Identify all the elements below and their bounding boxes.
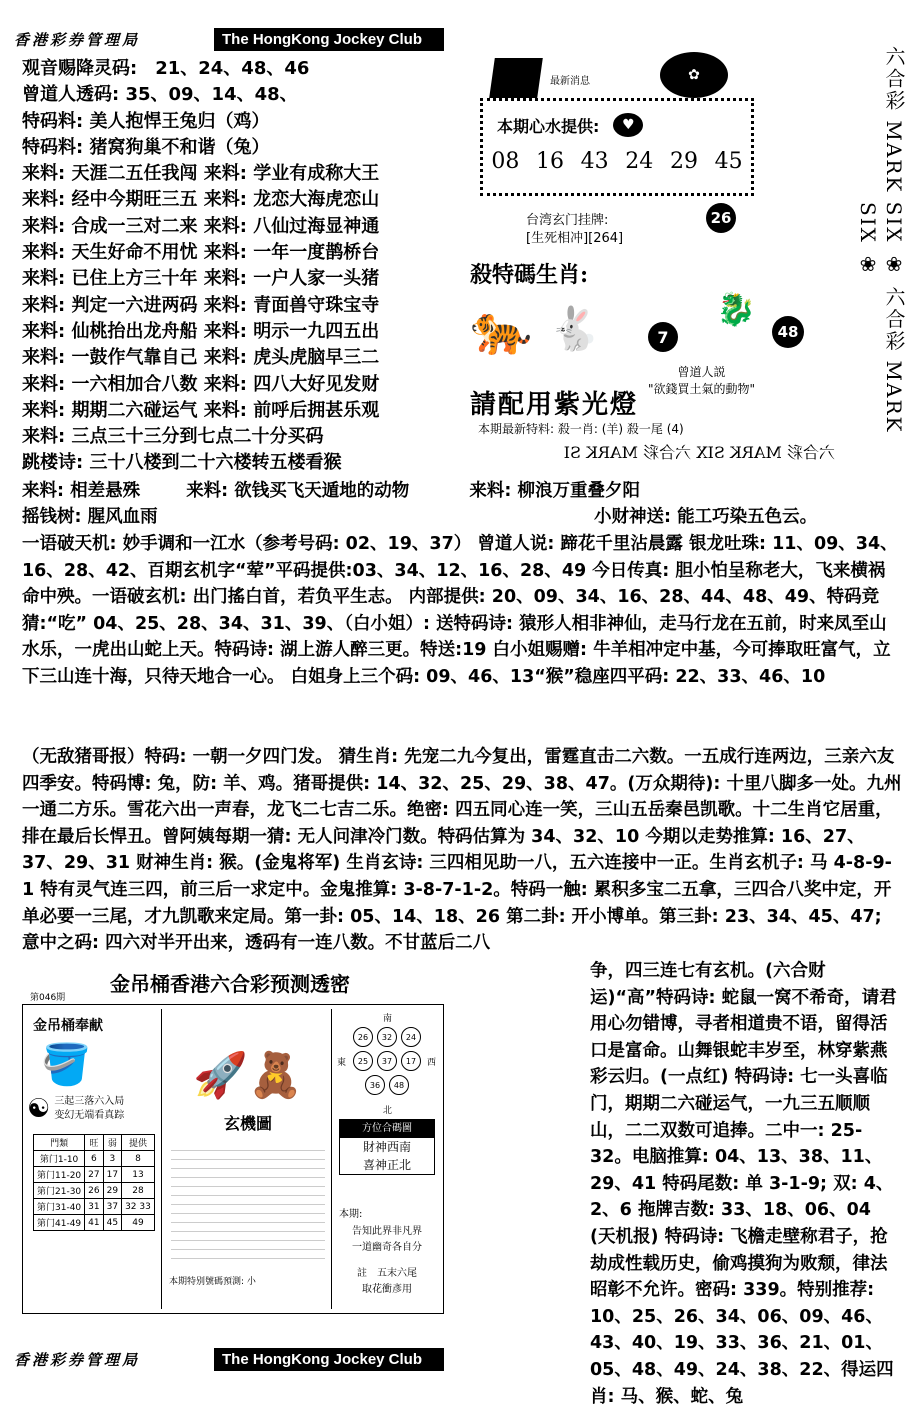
badge-48: 48 [772,316,804,348]
gate-table [33,1134,155,1231]
compass-n: 南 [383,1014,393,1024]
compass-number: 37 [377,1051,397,1071]
taiwan-line1: 台湾玄门挂牌: [526,213,609,228]
badge-7: 7 [648,322,678,352]
tip-number: 29 [669,149,698,174]
table-cell: 第门41-49 [34,1215,85,1231]
tip-number: 24 [625,149,654,174]
badge-26: 26 [706,203,736,233]
left-line: 来料: 天生好命不用忧 来料: 一年一度鹊桥台 [22,242,380,264]
compass-s: 北 [383,1106,393,1116]
poem-1: 告知此界非凡界 [352,1226,422,1237]
compass-e: 東 [337,1058,347,1068]
table-cell: 第门31-40 [34,1199,85,1215]
table-cell: 45 [103,1215,121,1231]
paragraph-1: 一语破天机: 妙手调和一江水（参考号码: 02、19、37） 曾道人说: 蹄花千里沾晨露 银龙吐珠: 11、09、34、16、28、42、百期玄机字“荤”平码提供:03、34、12、16、28、49 今日传真: 胆小怕呈称老大，飞来横祸命中殃。一语破玄机: 出门搖白首，若负平生志。 内部提供: 20、09、34、16、28、44、48、49、特码竞猜:“吃” 04、25、28、34、31、39、（白小姐）: 送特码诗: 猿形人相非神仙，走马行龙在五前，时来凤至山水乐，一虎出山蛇上天。特码诗: 湖上游人醉三更。特送:19 白小姐赐赠: 牛羊相冲定中基，今可捧取旺富气，立下三山连十海，只待天地合一心。 白姐身上三个码: 09、46、13“猴”稳座四平码: 22、33、46、10 [22,534,898,687]
row18-b: 小财神送: 能工巧染五色云。 [594,507,818,527]
table-row [34,1215,155,1231]
lucky-box [339,1119,435,1175]
table-head-cell: 旺 [85,1135,103,1151]
mark-six-logo-icon: ✿ [660,52,728,98]
special-line: 本期最新特料: 殺一肖: (羊) 殺一尾 (4) [478,422,684,436]
row17-a: 来料: 相差悬殊 [22,481,141,501]
poem-2: 一道幽奇各自分 [352,1242,422,1253]
row17-b: 来料: 欲钱买飞天遁地的动物 [186,481,410,501]
header-title-en: The HongKong Jockey Club [214,28,444,51]
compass-number: 36 [365,1075,385,1095]
prediction-panel [22,1004,444,1314]
table-cell: 27 [85,1167,103,1183]
note-2: 取花衝彥用 [362,1284,412,1295]
panel-sub: 金吊桶奉献 [33,1018,103,1034]
footer-bar [14,1346,444,1372]
panel-left [27,1009,162,1309]
code-grid [171,1142,325,1266]
bucket-icon: 🪣 [41,1042,91,1088]
left-lines [22,56,462,477]
left-line: 来料: 仙桃抬出龙舟船 来料: 明示一九四五出 [22,320,380,342]
taiwan-block [526,212,623,248]
left-line: 来料: 一鼓作气靠自己 来料: 虎头虎脑早三二 [22,347,380,369]
tip-number: 45 [714,149,743,174]
panel-middle [165,1009,332,1309]
table-head-cell: 提供 [122,1135,155,1151]
tip-number: 08 [491,149,520,174]
table-cell: 29 [103,1183,121,1199]
lamp-title: 請配用紫光燈 [470,390,639,420]
left-line: 来料: 三点三十三分到七点二十分买码 [22,426,324,448]
rabbit-icon: 🐇 [548,304,601,353]
compass-number: 26 [353,1027,373,1047]
table-cell: 第门11-20 [34,1167,85,1183]
header-title-cn: 香港彩券管理局 [14,30,141,49]
table-cell: 26 [85,1183,103,1199]
heart-icon: ♥ [613,113,643,137]
gate-table-head [34,1135,155,1151]
side-banner: 六合彩 MARK SIX ❀ 六合彩 MARK SIX ❀ [856,46,906,434]
row17-c: 来料: 柳浪万重叠夕阳 [469,481,640,501]
predict-line: 本期特别號碼預測: 小 [169,1277,256,1287]
tip-number: 16 [535,149,564,174]
kill-title: 殺特碼生肖: [470,262,589,288]
logo-icon [489,58,543,98]
panel-right [335,1009,439,1309]
paragraph-2: （无敌猪哥报）特码: 一朝一夕四门发。 猜生肖: 先宠二九今复出，雷霆直击二六数。一五成行连两边，三亲六友四季安。特码博: 兔，防: 羊、鸡。猪哥提供: 14、32、25、29、38、47。(万众期待): 十里八脚多一处。九州一通二方乐。雪花六出一声春，龙飞二七吉二乐。绝密: 四五同心连一笑，三山五岳秦邑凯歌。十二生肖它居重，排在最后长悍丑。曾阿姨每期一猜: 无人问津冷门数。特码估算为 34、32、10 今期以走势推算: 16、27、37、29、31 财神生肖: 猴。(金鬼将军) 生肖玄诗: 三四相见助一八，五六连接中一正。生肖玄机子: 马 4-8-9-1 特有灵气连三四，前三后一求定中。金鬼推算: 3-8-7-1-2。特码一触: 累积多宝二五拿，三四合八奖中定，开单必要一三尾，才九凯歌来定局。第一卦: 05、14、18、26 第二卦: 开小博单。第三卦: 23、34、45、47; 意中之码: 四六对半开出来，透码有一连八数。不甘蓝后二八 [22,747,902,954]
table-row [34,1183,155,1199]
table-cell: 31 [85,1199,103,1215]
left-line: 曾道人透码: 35、09、14、48、 [22,84,298,106]
left-line: 来料: 天涯二五任我闯 来料: 学业有成称大王 [22,163,380,185]
left-line: 来料: 经中今期旺三五 来料: 龙恋大海虎恋山 [22,189,380,211]
mirror-text: 六合彩 MARK SIX 六合彩 MARK SI [563,443,835,462]
left-line: 来料: 已住上方三十年 来料: 一户人家一头猪 [22,268,380,290]
compass-number: 32 [377,1027,397,1047]
table-cell: 17 [103,1167,121,1183]
zeng-line1: 曾道人説 [677,365,726,379]
lucky-title: 方位合碼圖 [340,1120,434,1138]
rocket-icon: 🚀🧸 [193,1050,303,1101]
row-17 [22,478,902,505]
yinyang-icon: ☯ [27,1094,51,1124]
table-cell: 6 [85,1151,103,1167]
table-row [34,1151,155,1167]
zeng-block [648,364,755,398]
paragraph-3: 争，四三连七有玄机。(六合财运)“高”特码诗: 蛇鼠一窝不希奇，请君用心勿错博，寻者相道贵不语，留得活口是富命。山舞银蛇丰岁至，林穿紫燕彩云归。(一点红) 特码诗: 七一头喜临门，期期二六碰运气，一九三五顺顺山，二二双数可追捧。二中一: 25-32。电脑推算: 04、13、38、11、29、41 特码尾数: 单 3-1-9; 双: 4、2、6 拖牌吉数: 33、18、06、04 (天机报) 特码诗: 飞檐走壁称君子，抢劫成性载历史，偷鸡摸狗为败颓，律法昭彰不允许。密码: 339。特别推荐: 10、25、26、34、06、09、46、43、40、19、33、36、21、01、05、48、49、24、38、22、得运四肖: 马、猴、蛇、兔 [590,961,897,1407]
motto-1: 三起三落六入局 [54,1096,125,1107]
left-line: 特码料: 猪窝狗巢不和谐（兔） [22,136,270,158]
table-cell: 32 33 [122,1199,155,1215]
left-line: 来料: 一六相加合八数 来料: 四八大好见发财 [22,373,380,395]
motto-2: 变幻无端看真踪 [54,1110,125,1121]
row-18 [22,504,902,531]
left-line: 跳楼诗: 三十八楼到二十六楼转五楼看猴 [22,452,342,474]
tips-title: 本期心水提供: [497,116,600,136]
note: 註 五末六尾 [357,1268,417,1279]
left-line: 来料: 判定一六进两码 来料: 青面兽守珠宝寺 [22,294,380,316]
poem-block [335,1224,439,1298]
taiwan-line2: [生死相冲][264] [526,231,624,246]
xuanji-title: 玄機圖 [223,1114,272,1133]
period-label: 本期: [339,1209,363,1220]
panel-title: 金吊桶香港六合彩预测透密 [110,972,350,996]
table-cell: 第门21-30 [34,1183,85,1199]
lucky-1: 財神西南 [362,1140,411,1154]
table-cell: 37 [103,1199,121,1215]
table-cell: 41 [85,1215,103,1231]
left-line: 来料: 合成一三对二来 来料: 八仙过海显神通 [22,215,380,237]
compass-number: 25 [353,1051,373,1071]
tips-numbers [483,149,751,174]
compass-number: 17 [401,1051,421,1071]
compass-number: 24 [401,1027,421,1047]
zeng-line2: "欲錢買土氣的動物" [648,382,756,396]
table-cell: 49 [122,1215,155,1231]
tiger-icon: 🐅 [470,300,533,358]
table-head-cell: 弱 [103,1135,121,1151]
table-cell: 第门1-10 [34,1151,85,1167]
tips-box [480,98,754,196]
compass-w: 西 [427,1058,437,1068]
news-label: 最新消息 [550,76,590,87]
left-line: 特码料: 美人抱悍王兔归（鸡） [22,110,270,132]
table-row [34,1199,155,1215]
table-head-cell: 門類 [34,1135,85,1151]
dragon-icon: 🐉 [716,290,756,328]
table-row [34,1167,155,1183]
table-cell: 3 [103,1151,121,1167]
compass [335,1009,439,1115]
header-bar [14,26,444,52]
footer-title-en: The HongKong Jockey Club [214,1348,444,1371]
left-line: 观音赐降灵码: 21、24、48、46 [22,58,310,79]
table-cell: 13 [122,1167,155,1183]
table-cell: 8 [122,1151,155,1167]
lucky-2: 喜神正北 [362,1158,411,1172]
compass-number: 48 [389,1075,409,1095]
tip-number: 43 [580,149,609,174]
issue-label: 第046期 [30,993,66,1003]
table-cell: 28 [122,1183,155,1199]
footer-title-cn: 香港彩券管理局 [14,1350,141,1369]
left-line: 来料: 期期二六碰运气 来料: 前呼后拥甚乐观 [22,399,380,421]
row18-a: 摇钱树: 腥风血雨 [22,507,158,527]
